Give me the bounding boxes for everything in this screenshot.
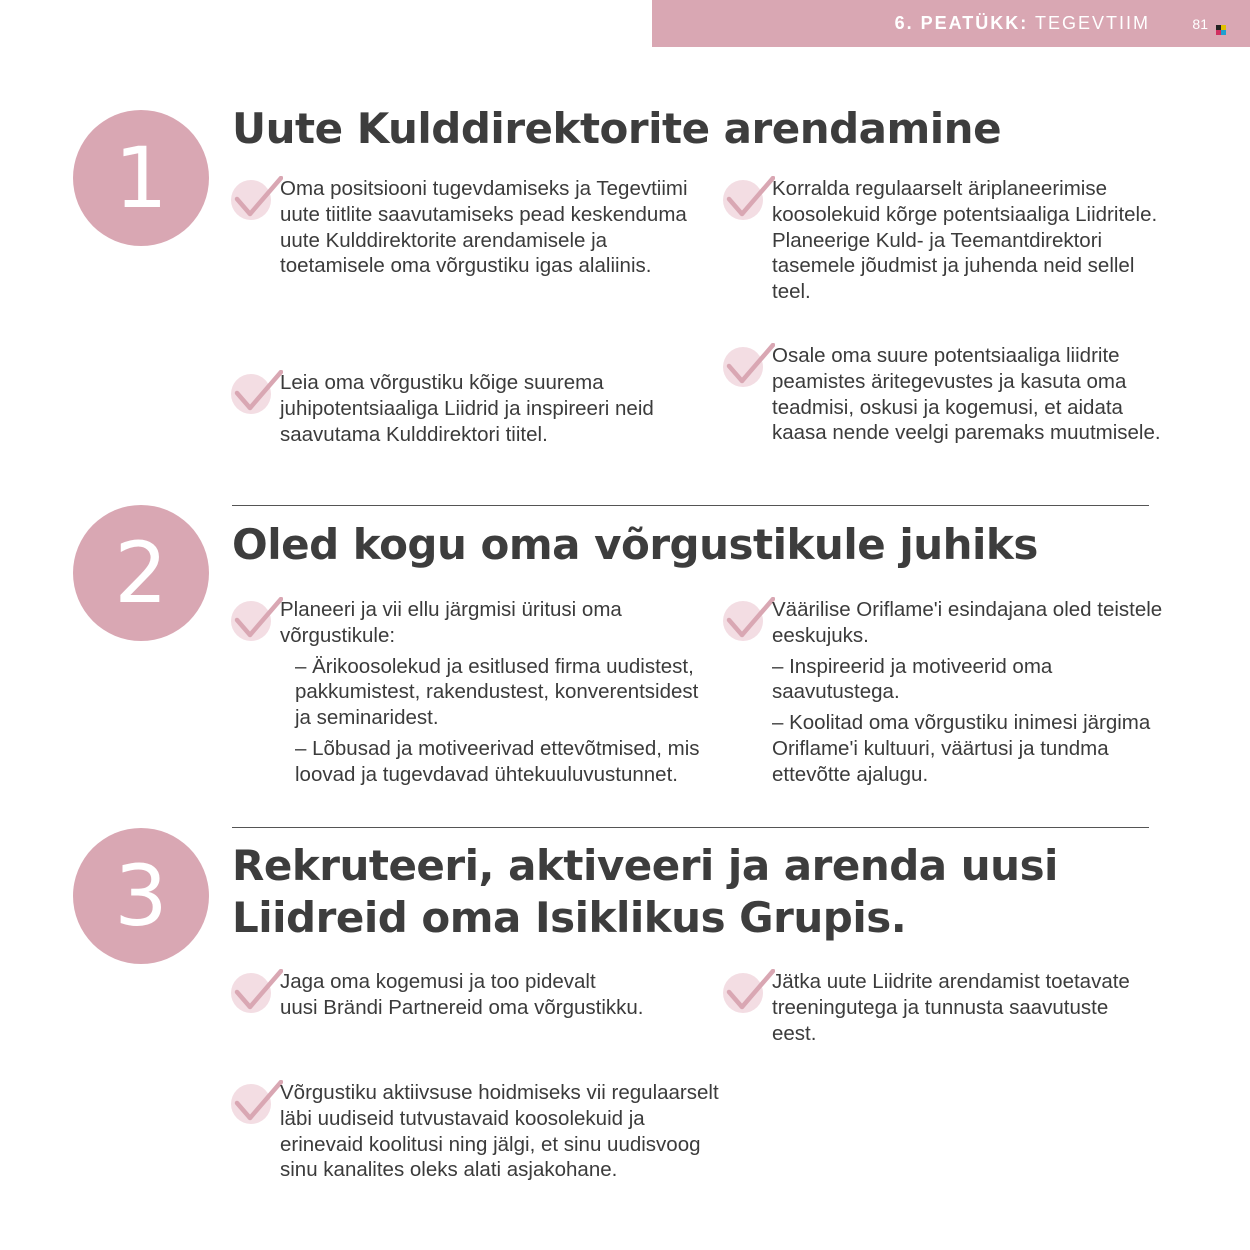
sub-item-line: saavutustega.	[772, 680, 900, 704]
sub-item-line: – Inspireerid ja motiveerid oma	[772, 654, 1053, 678]
checkmark-icon	[231, 370, 283, 416]
section-title-3	[232, 840, 1058, 944]
section-title-1: Uute Kulddirektorite arendamine	[232, 104, 1002, 153]
chapter-label: 6. PEATÜKK:	[894, 13, 1029, 33]
page-number: 81	[1192, 16, 1208, 32]
item-line: eest.	[772, 1021, 817, 1045]
item-line: uute Kulddirektorite arendamisele ja	[280, 228, 608, 252]
item-line: peamistes äritegevustes ja kasuta oma	[772, 369, 1127, 393]
section-divider	[232, 827, 1149, 828]
item-line: juhipotentsiaaliga Liidrid ja inspireeri neid	[280, 396, 654, 420]
item-line: Jätka uute Liidrite arendamist toetavate	[772, 970, 1130, 993]
chapter-name: TEGEVTIIM	[1034, 13, 1150, 33]
section-number-2: 2	[73, 505, 209, 641]
sub-item	[772, 710, 1242, 787]
item-line: toetamisele oma võrgustiku igas alaliinis.	[280, 254, 652, 278]
checkmark-icon	[723, 176, 775, 222]
item-line: sinu kanalites oleks alati asjakohane.	[280, 1158, 618, 1182]
section-title-line: Liidreid oma Isiklikus Grupis.	[232, 893, 907, 942]
section-number-1: 1	[73, 110, 209, 246]
item-line: Korralda regulaarselt äriplaneerimise	[772, 177, 1107, 200]
item-line: teel.	[772, 280, 811, 304]
section-divider	[232, 505, 1149, 506]
sub-item-line: ettevõtte ajalugu.	[772, 762, 929, 786]
checkmark-icon	[723, 343, 775, 389]
item-line: koosolekuid kõrge potentsiaaliga Liidritele.	[772, 202, 1158, 226]
sub-item-line: ja seminaridest.	[295, 706, 439, 730]
item-line: saavutama Kulddirektori tiitel.	[280, 422, 548, 446]
checkmark-icon	[231, 1080, 283, 1126]
sub-item	[295, 736, 730, 788]
item-line: läbi uudiseid tutvustavaid koosolekuid ja	[280, 1106, 645, 1130]
color-registration-mark	[1216, 25, 1226, 35]
item-line: Leia oma võrgustiku kõige suurema	[280, 371, 604, 394]
checkmark-icon	[723, 597, 775, 643]
sub-item-line: – Ärikoosolekud ja esitlused firma uudistest,	[295, 654, 694, 678]
item-line: Osale oma suure potentsiaaliga liidrite	[772, 344, 1120, 367]
item-line: kaasa nende veelgi paremaks muutmisele.	[772, 421, 1161, 445]
section-title-2: Oled kogu oma võrgustikule juhiks	[232, 520, 1038, 569]
item-line: Planeerige Kuld- ja Teemantdirektori	[772, 228, 1103, 252]
sub-item	[772, 654, 1242, 706]
item-line: Väärilise Oriflame'i esindajana oled teistele	[772, 598, 1163, 621]
item-line: treeningutega ja tunnusta saavutuste	[772, 995, 1109, 1019]
item-line: Planeeri ja vii ellu järgmisi üritusi oma	[280, 598, 622, 621]
item-line: uute tiitlite saavutamiseks pead keskenduma	[280, 202, 687, 226]
checkmark-icon	[723, 969, 775, 1015]
item-line: teadmisi, oskusi ja kogemusi, et aidata	[772, 395, 1123, 419]
sub-item-line: loovad ja tugevdavad ühtekuuluvustunnet.	[295, 762, 678, 786]
checkmark-icon	[231, 969, 283, 1015]
chapter-header	[652, 0, 1250, 47]
checkmark-icon	[231, 597, 283, 643]
sub-item-line: – Koolitad oma võrgustiku inimesi järgima	[772, 711, 1151, 735]
item-line: võrgustikule:	[280, 623, 396, 647]
sub-item-line: Oriflame'i kultuuri, väärtusi ja tundma	[772, 736, 1109, 760]
item-line: Oma positsiooni tugevdamiseks ja Tegevtiimi	[280, 177, 688, 200]
sub-item-line: pakkumistest, rakendustest, konverentsidest	[295, 680, 699, 704]
item-line: uusi Brändi Partnereid oma võrgustikku.	[280, 995, 644, 1019]
item-line: erinevaid koolitusi ning jälgi, et sinu uudisvoog	[280, 1132, 701, 1156]
sub-item	[295, 654, 730, 731]
item-line: Võrgustiku aktiivsuse hoidmiseks vii regulaarselt	[280, 1081, 719, 1104]
checkmark-icon	[231, 176, 283, 222]
section-title-line: Rekruteeri, aktiveeri ja arenda uusi	[232, 841, 1058, 890]
section-number-3: 3	[73, 828, 209, 964]
item-line: eeskujuks.	[772, 623, 869, 647]
chapter-title	[895, 13, 1150, 34]
sub-item-line: – Lõbusad ja motiveerivad ettevõtmised, mis	[295, 736, 700, 760]
item-line: tasemele jõudmist ja juhenda neid sellel	[772, 254, 1135, 278]
item-line: Jaga oma kogemusi ja too pidevalt	[280, 970, 596, 993]
